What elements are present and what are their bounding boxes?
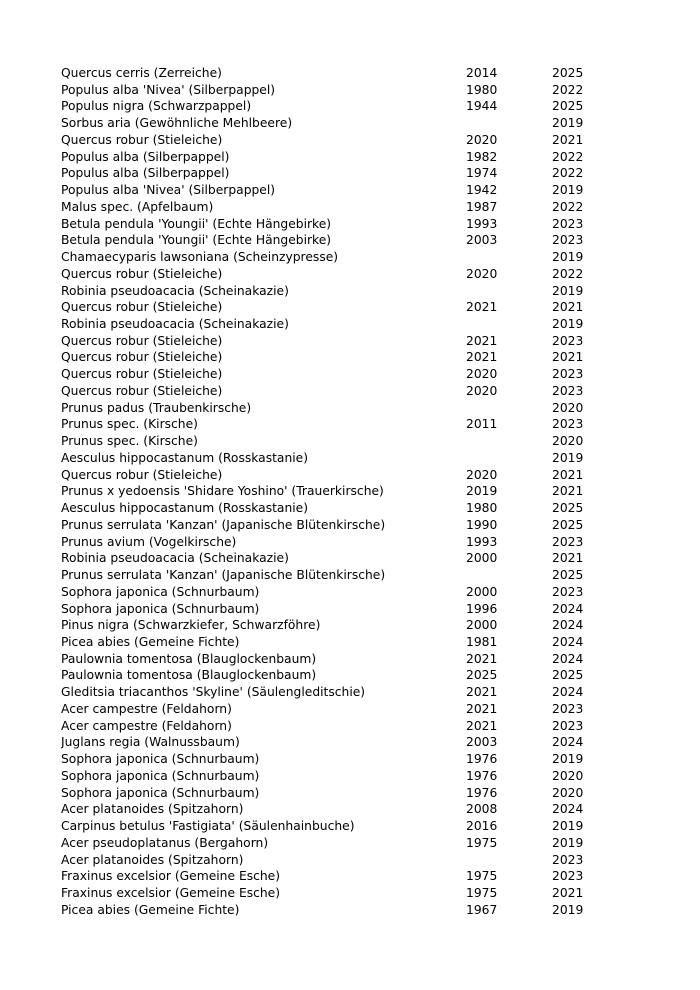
check-year-cell: 2019	[552, 317, 584, 332]
table-row	[61, 149, 601, 166]
year-cell: 1974	[466, 166, 498, 181]
year-cell: 2000	[466, 584, 498, 599]
year-cell: 2008	[466, 802, 498, 817]
tree-name-cell: Sophora japonica (Schnurbaum)	[61, 785, 260, 800]
table-row	[61, 266, 601, 283]
year-cell: 2021	[466, 651, 498, 666]
tree-name-cell: Paulownia tomentosa (Blauglockenbaum)	[61, 668, 317, 683]
tree-name-cell: Prunus spec. (Kirsche)	[61, 417, 198, 432]
check-year-cell: 2022	[552, 149, 584, 164]
tree-name-cell: Robinia pseudoacacia (Scheinakazie)	[61, 283, 289, 298]
check-year-cell: 2019	[552, 450, 584, 465]
table-row	[61, 617, 601, 634]
year-cell	[466, 567, 552, 584]
tree-name-cell: Prunus serrulata 'Kanzan' (Japanische Blütenkirsche)	[61, 517, 386, 532]
tree-name-cell: Quercus robur (Stieleiche)	[61, 266, 223, 281]
check-year-cell: 2021	[552, 885, 584, 900]
year-cell: 1975	[466, 869, 498, 884]
check-year-cell: 2023	[552, 852, 584, 867]
tree-name-cell: Quercus robur (Stieleiche)	[61, 467, 223, 482]
check-year-cell: 2024	[552, 651, 584, 666]
tree-name-cell: Pinus nigra (Schwarzkiefer, Schwarzföhre)	[61, 618, 321, 633]
year-cell: 2020	[466, 132, 498, 147]
year-cell: 2020	[466, 367, 498, 382]
check-year-cell: 2021	[552, 467, 584, 482]
tree-name-cell: Robinia pseudoacacia (Scheinakazie)	[61, 317, 289, 332]
check-year-cell: 2020	[552, 434, 584, 449]
table-row	[61, 718, 601, 735]
table-row	[61, 115, 601, 132]
table-row	[61, 249, 601, 266]
check-year-cell: 2023	[552, 718, 584, 733]
table-row	[61, 65, 601, 82]
table-row	[61, 316, 601, 333]
check-year-cell: 2019	[552, 902, 584, 917]
year-cell: 2014	[466, 66, 498, 80]
year-cell: 1990	[466, 517, 498, 532]
year-cell: 2000	[466, 551, 498, 566]
tree-name-cell: Sophora japonica (Schnurbaum)	[61, 584, 260, 599]
tree-name-cell: Quercus robur (Stieleiche)	[61, 367, 223, 382]
tree-name-cell: Sophora japonica (Schnurbaum)	[61, 752, 260, 767]
tree-name-cell: Aesculus hippocastanum (Rosskastanie)	[61, 450, 309, 465]
tree-name-cell: Picea abies (Gemeine Fichte)	[61, 902, 240, 917]
tree-name-cell: Quercus cerris (Zerreiche)	[61, 66, 222, 80]
check-year-cell: 2023	[552, 367, 584, 382]
tree-name-cell: Malus spec. (Apfelbaum)	[61, 199, 214, 214]
table-row	[61, 483, 601, 500]
check-year-cell: 2020	[552, 768, 584, 783]
check-year-cell: 2021	[552, 350, 584, 365]
year-cell: 2020	[466, 266, 498, 281]
check-year-cell: 2025	[552, 99, 584, 114]
check-year-cell: 2022	[552, 199, 584, 214]
year-cell: 2000	[466, 618, 498, 633]
tree-name-cell: Sophora japonica (Schnurbaum)	[61, 601, 260, 616]
tree-name-cell: Acer platanoides (Spitzahorn)	[61, 852, 244, 867]
table-row	[61, 132, 601, 149]
tree-name-cell: Acer campestre (Feldahorn)	[61, 701, 232, 716]
tree-name-cell: Paulownia tomentosa (Blauglockenbaum)	[61, 651, 317, 666]
tree-name-cell: Juglans regia (Walnussbaum)	[61, 735, 240, 750]
tree-name-cell: Chamaecyparis lawsoniana (Scheinzypresse)	[61, 250, 339, 265]
table-row	[61, 701, 601, 718]
tree-name-cell: Quercus robur (Stieleiche)	[61, 350, 223, 365]
table-row	[61, 818, 601, 835]
year-cell	[466, 852, 552, 869]
tree-name-cell: Quercus robur (Stieleiche)	[61, 300, 223, 315]
table-row	[61, 734, 601, 751]
tree-name-cell: Prunus spec. (Kirsche)	[61, 434, 198, 449]
tree-name-cell: Robinia pseudoacacia (Scheinakazie)	[61, 551, 289, 566]
table-row	[61, 601, 601, 618]
check-year-cell: 2024	[552, 601, 584, 616]
table-row	[61, 433, 601, 450]
year-cell: 2003	[466, 233, 498, 248]
year-cell: 1981	[466, 634, 498, 649]
tree-name-cell: Quercus robur (Stieleiche)	[61, 333, 223, 348]
year-cell: 2011	[466, 417, 498, 432]
year-cell: 1987	[466, 199, 498, 214]
table-row	[61, 216, 601, 233]
year-cell: 1993	[466, 216, 498, 231]
table-row	[61, 500, 601, 517]
year-cell: 2021	[466, 300, 498, 315]
year-cell: 1975	[466, 885, 498, 900]
year-cell	[466, 249, 552, 266]
tree-name-cell: Sorbus aria (Gewöhnliche Mehlbeere)	[61, 116, 293, 131]
check-year-cell: 2024	[552, 634, 584, 649]
check-year-cell: 2023	[552, 534, 584, 549]
table-row	[61, 768, 601, 785]
table-row	[61, 785, 601, 802]
table-row	[61, 165, 601, 182]
check-year-cell: 2022	[552, 82, 584, 97]
check-year-cell: 2019	[552, 250, 584, 265]
year-cell: 1976	[466, 768, 498, 783]
tree-name-cell: Acer campestre (Feldahorn)	[61, 718, 232, 733]
tree-name-cell: Sophora japonica (Schnurbaum)	[61, 768, 260, 783]
table-row	[61, 584, 601, 601]
tree-name-cell: Populus alba 'Nivea' (Silberpappel)	[61, 82, 276, 97]
table-row	[61, 751, 601, 768]
year-cell: 2025	[466, 668, 498, 683]
table-row	[61, 534, 601, 551]
year-cell	[466, 115, 552, 132]
table-row	[61, 82, 601, 99]
year-cell: 1975	[466, 835, 498, 850]
year-cell: 2019	[466, 484, 498, 499]
table-row	[61, 450, 601, 467]
year-cell	[466, 433, 552, 450]
table-row	[61, 366, 601, 383]
tree-name-cell: Populus alba (Silberpappel)	[61, 166, 230, 181]
table-row	[61, 684, 601, 701]
year-cell: 2021	[466, 718, 498, 733]
year-cell: 2020	[466, 467, 498, 482]
check-year-cell: 2022	[552, 266, 584, 281]
year-cell: 2003	[466, 735, 498, 750]
table-row	[61, 835, 601, 852]
table-row	[61, 852, 601, 869]
year-cell: 1980	[466, 82, 498, 97]
year-cell	[466, 400, 552, 417]
check-year-cell: 2021	[552, 551, 584, 566]
tree-name-cell: Carpinus betulus 'Fastigiata' (Säulenhainbuche)	[61, 819, 355, 834]
table-row	[61, 467, 601, 484]
year-cell: 2021	[466, 701, 498, 716]
year-cell: 1967	[466, 902, 498, 917]
year-cell: 2021	[466, 350, 498, 365]
check-year-cell: 2021	[552, 484, 584, 499]
table-row	[61, 283, 601, 300]
tree-name-cell: Fraxinus excelsior (Gemeine Esche)	[61, 885, 281, 900]
tree-name-cell: Populus alba (Silberpappel)	[61, 149, 230, 164]
tree-name-cell: Quercus robur (Stieleiche)	[61, 132, 223, 147]
check-year-cell: 2023	[552, 233, 584, 248]
table-row	[61, 299, 601, 316]
check-year-cell: 2025	[552, 517, 584, 532]
table-row	[61, 567, 601, 584]
table-row	[61, 868, 601, 885]
year-cell: 1980	[466, 501, 498, 516]
check-year-cell: 2025	[552, 501, 584, 516]
tree-list-table	[61, 65, 601, 918]
check-year-cell: 2022	[552, 166, 584, 181]
tree-name-cell: Prunus x yedoensis 'Shidare Yoshino' (Trauerkirsche)	[61, 484, 384, 499]
tree-name-cell: Prunus serrulata 'Kanzan' (Japanische Blütenkirsche)	[61, 568, 386, 583]
year-cell	[466, 316, 552, 333]
tree-name-cell: Prunus padus (Traubenkirsche)	[61, 400, 252, 415]
tree-name-cell: Betula pendula 'Youngii' (Echte Hängebirke)	[61, 216, 332, 231]
table-row	[61, 550, 601, 567]
tree-name-cell: Populus alba 'Nivea' (Silberpappel)	[61, 183, 276, 198]
tree-name-cell: Picea abies (Gemeine Fichte)	[61, 634, 240, 649]
year-cell: 2021	[466, 685, 498, 700]
table-row	[61, 333, 601, 350]
tree-name-cell: Quercus robur (Stieleiche)	[61, 383, 223, 398]
check-year-cell: 2023	[552, 333, 584, 348]
check-year-cell: 2020	[552, 785, 584, 800]
tree-name-cell: Acer platanoides (Spitzahorn)	[61, 802, 244, 817]
table-row	[61, 517, 601, 534]
check-year-cell: 2024	[552, 802, 584, 817]
check-year-cell: 2020	[552, 400, 584, 415]
check-year-cell: 2025	[552, 568, 584, 583]
table-row	[61, 349, 601, 366]
table-row	[61, 383, 601, 400]
check-year-cell: 2019	[552, 283, 584, 298]
tree-name-cell: Acer pseudoplatanus (Bergahorn)	[61, 835, 269, 850]
check-year-cell: 2023	[552, 216, 584, 231]
tree-name-cell: Gleditsia triacanthos 'Skyline' (Säulengleditschie)	[61, 685, 366, 700]
table-row	[61, 801, 601, 818]
tree-name-cell: Populus nigra (Schwarzpappel)	[61, 99, 252, 114]
table-row	[61, 667, 601, 684]
table-row	[61, 182, 601, 199]
tree-name-cell: Betula pendula 'Youngii' (Echte Hängebirke)	[61, 233, 332, 248]
year-cell: 1996	[466, 601, 498, 616]
year-cell	[466, 283, 552, 300]
table-row	[61, 98, 601, 115]
table-row	[61, 400, 601, 417]
check-year-cell: 2023	[552, 417, 584, 432]
table-row	[61, 634, 601, 651]
check-year-cell: 2019	[552, 835, 584, 850]
table-row	[61, 651, 601, 668]
check-year-cell: 2024	[552, 685, 584, 700]
year-cell: 1976	[466, 785, 498, 800]
year-cell: 1942	[466, 183, 498, 198]
check-year-cell: 2023	[552, 383, 584, 398]
table-row	[61, 232, 601, 249]
check-year-cell: 2023	[552, 584, 584, 599]
table-row	[61, 199, 601, 216]
check-year-cell: 2024	[552, 618, 584, 633]
check-year-cell: 2019	[552, 752, 584, 767]
year-cell: 1993	[466, 534, 498, 549]
check-year-cell: 2025	[552, 66, 584, 80]
table-row	[61, 902, 601, 919]
check-year-cell: 2019	[552, 819, 584, 834]
check-year-cell: 2023	[552, 701, 584, 716]
year-cell: 2016	[466, 819, 498, 834]
year-cell	[466, 450, 552, 467]
year-cell: 2020	[466, 383, 498, 398]
check-year-cell: 2019	[552, 183, 584, 198]
year-cell: 2021	[466, 333, 498, 348]
check-year-cell: 2025	[552, 668, 584, 683]
table-row	[61, 416, 601, 433]
check-year-cell: 2024	[552, 735, 584, 750]
table-row	[61, 885, 601, 902]
tree-name-cell: Aesculus hippocastanum (Rosskastanie)	[61, 501, 309, 516]
check-year-cell: 2021	[552, 132, 584, 147]
year-cell: 1944	[466, 99, 498, 114]
check-year-cell: 2023	[552, 869, 584, 884]
tree-name-cell: Prunus avium (Vogelkirsche)	[61, 534, 237, 549]
check-year-cell: 2021	[552, 300, 584, 315]
tree-name-cell: Fraxinus excelsior (Gemeine Esche)	[61, 869, 281, 884]
check-year-cell: 2019	[552, 116, 584, 131]
year-cell: 1976	[466, 752, 498, 767]
year-cell: 1982	[466, 149, 498, 164]
